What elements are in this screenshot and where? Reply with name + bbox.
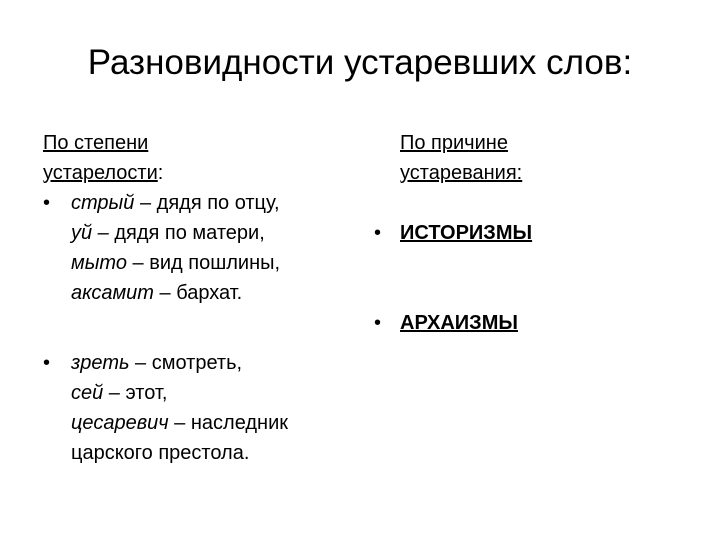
definition: – наследник (168, 412, 289, 434)
item-label: ИСТОРИЗМЫ (400, 222, 533, 244)
definition: – смотреть, (129, 352, 243, 374)
definition: царского престола. (71, 442, 250, 464)
right-heading-line-2: устаревания: (400, 162, 523, 184)
group-2 (43, 348, 373, 468)
definition: – этот, (103, 382, 168, 404)
term: сей (71, 382, 104, 404)
term: зреть (71, 352, 130, 374)
definition: – дядя по отцу, (134, 192, 280, 214)
term: цесаревич (71, 412, 169, 434)
term: уй (71, 222, 93, 244)
group-1 (43, 188, 373, 308)
left-heading-line-2: устарелости (43, 162, 158, 184)
bullet-icon: • (374, 222, 382, 244)
term: стрый (71, 192, 135, 214)
spacer (360, 188, 700, 218)
left-heading-colon: : (157, 162, 164, 184)
list-item (43, 218, 373, 248)
left-column (43, 128, 373, 468)
list-item (43, 248, 373, 278)
list-item (43, 278, 373, 308)
list-item (43, 348, 373, 378)
term: аксамит (71, 282, 154, 304)
definition: – вид пошлины, (127, 252, 281, 274)
term: мыто (71, 252, 127, 274)
definition: – дядя по матери, (92, 222, 265, 244)
spacer (43, 308, 373, 348)
slide-title: Разновидности устаревших слов: (87, 43, 633, 82)
bullet-icon: • (43, 352, 51, 374)
spacer (360, 248, 700, 308)
right-heading-line-1: По причине (400, 132, 508, 154)
right-column (360, 128, 700, 338)
list-item-archaisms (360, 308, 700, 338)
list-item-historisms (360, 218, 700, 248)
list-item (43, 438, 373, 468)
bullet-icon: • (374, 312, 382, 334)
list-item (43, 188, 373, 218)
item-label: АРХАИЗМЫ (400, 312, 518, 334)
right-heading (360, 128, 700, 158)
left-heading-line-1: По степени (43, 132, 149, 154)
list-item (43, 378, 373, 408)
list-item (43, 408, 373, 438)
definition: – бархат. (153, 282, 243, 304)
left-heading (43, 128, 373, 158)
bullet-icon: • (43, 192, 51, 214)
